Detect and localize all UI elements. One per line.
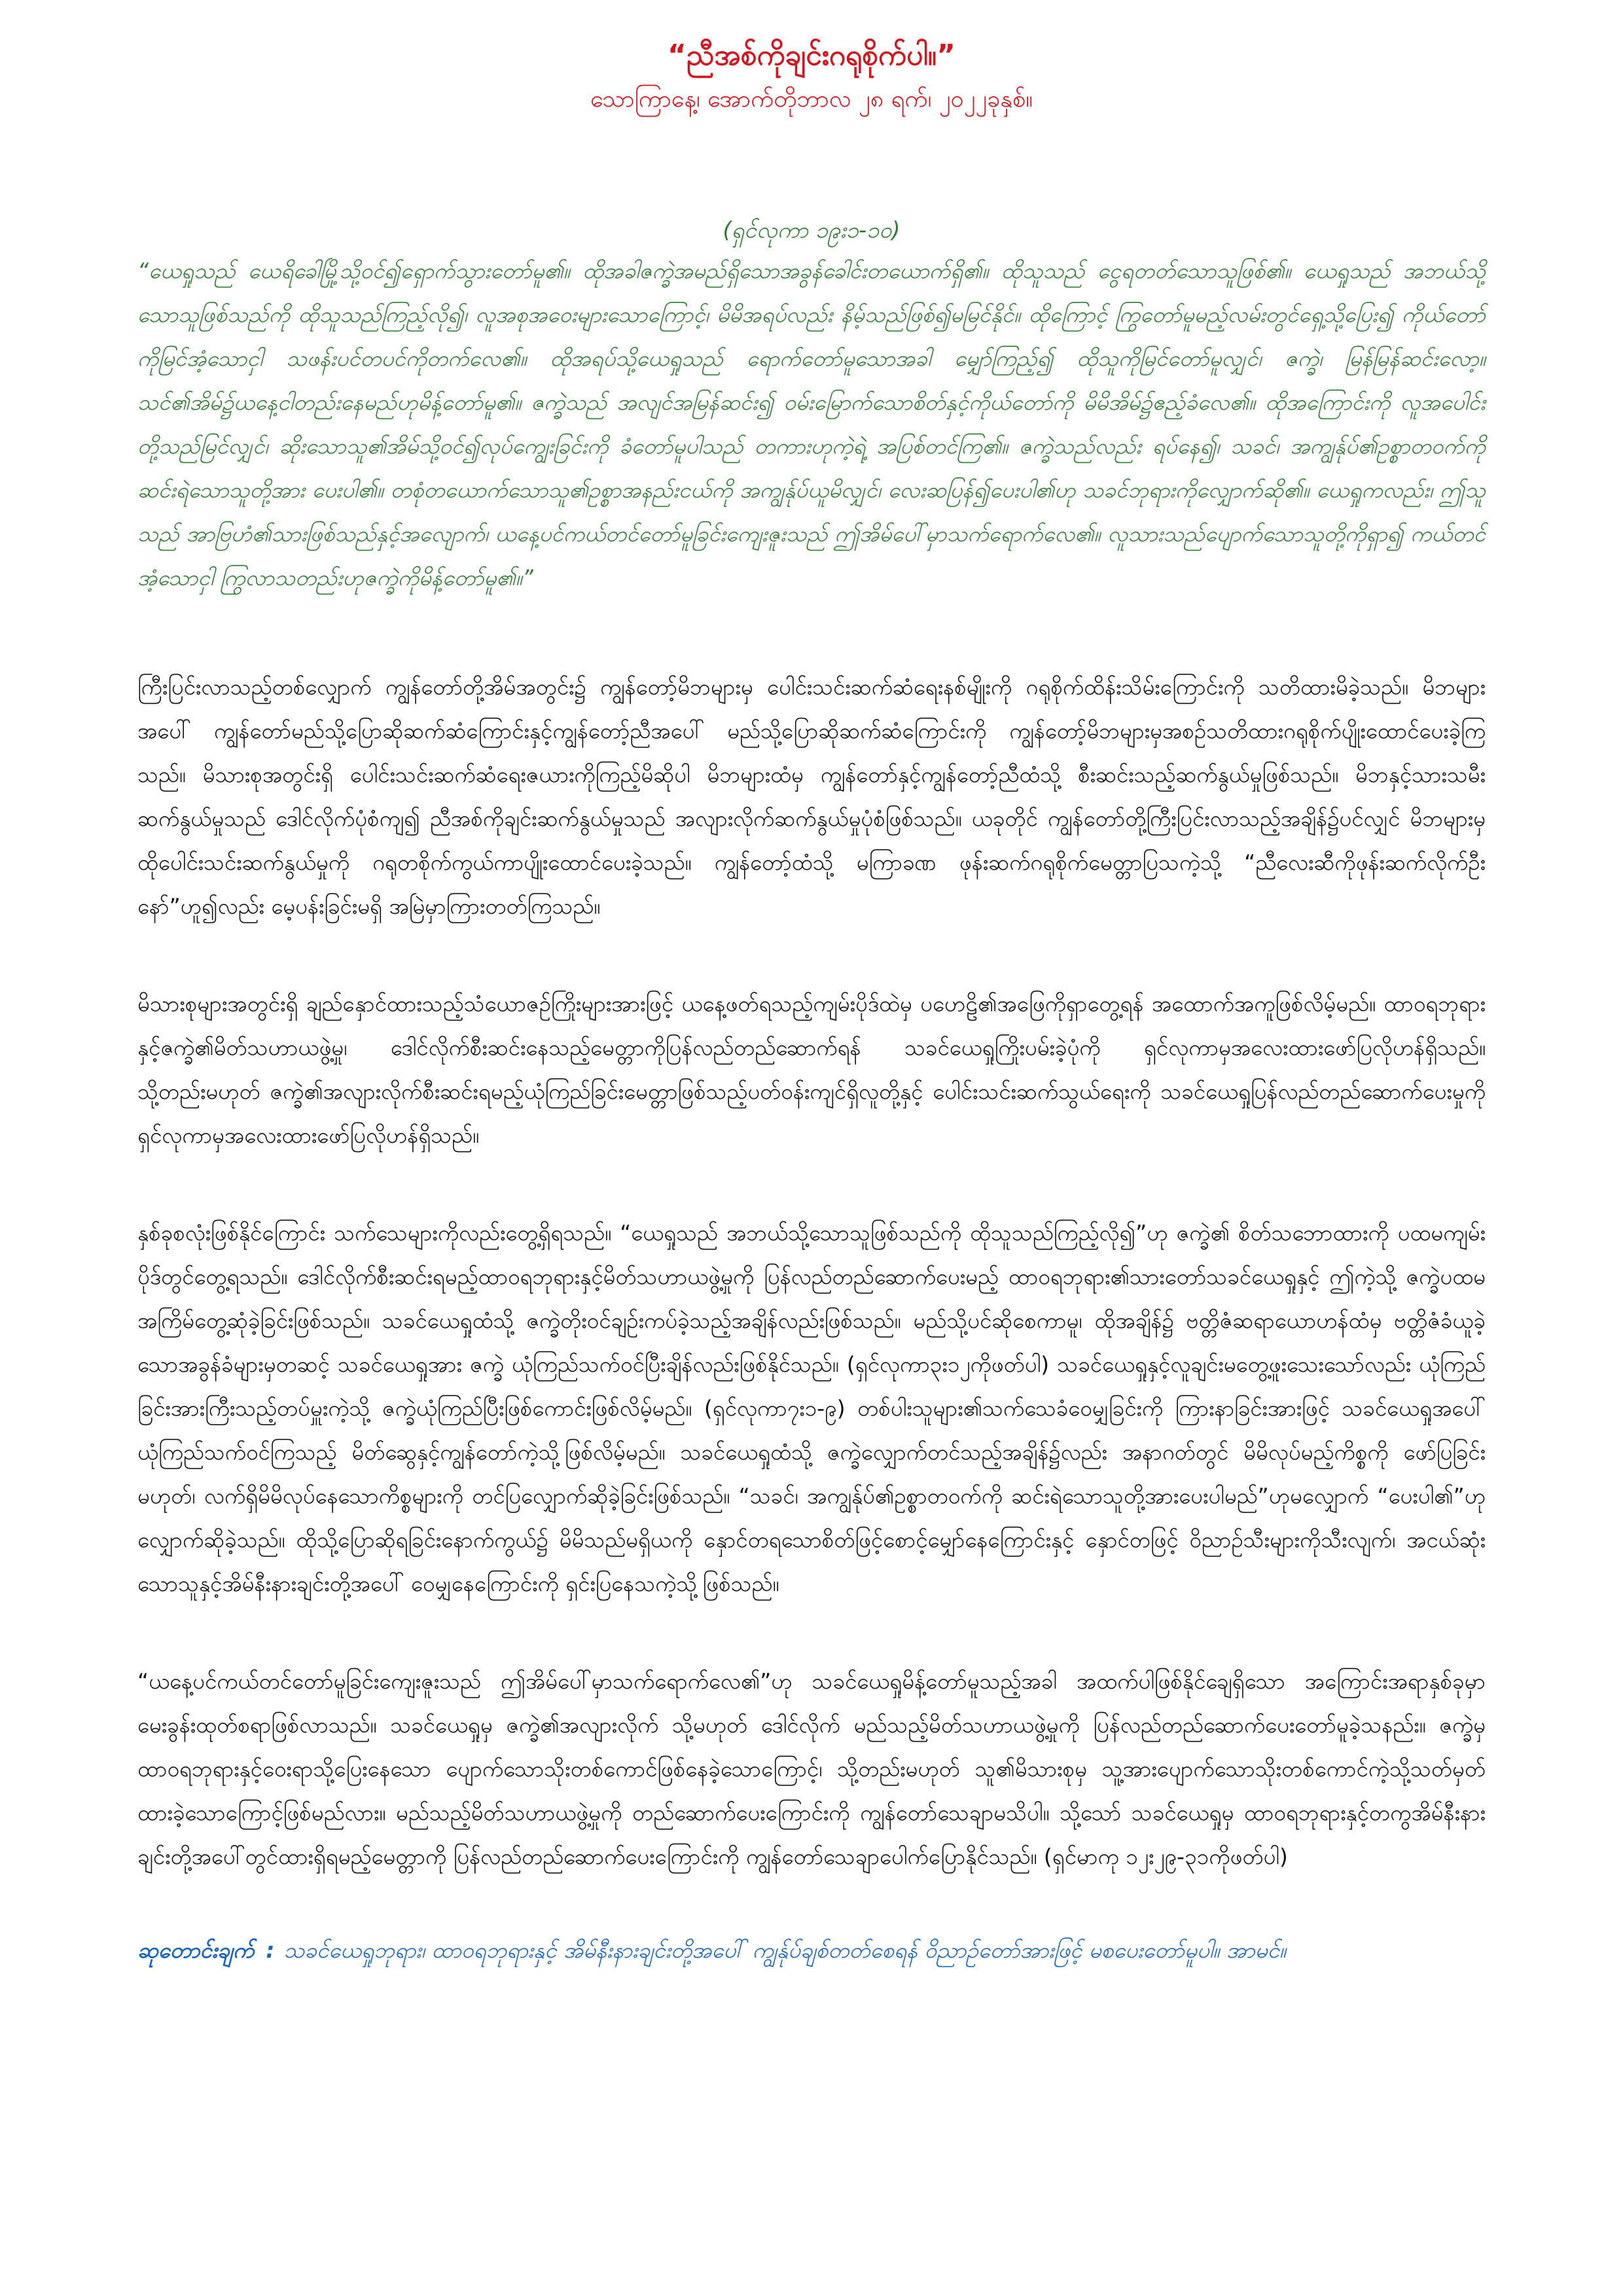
prayer-label: ဆုတောင်းချက် xyxy=(137,1937,255,1963)
page-title: “ညီအစ်ကိုချင်းဂရုစိုက်ပါ။” xyxy=(667,39,956,72)
page-date: သောကြာနေ့၊ အောက်တိုဘာလ ၂၈ ရက်၊ ၂၀၂၂ခုနှစ်။ xyxy=(590,86,1033,113)
body-paragraph-2: မိသားစုများအတွင်းရှိ ချည်နှောင်ထားသည့်သံယောဇဉ်ကြိုးများအားဖြင့် ယနေ့ဖတ်ရသည့်ကျမ်းပိုဒ်ထဲမှ ပဟေဠိ၏အဖြေကိုရှာတွေ့ရန် အထောက်အကူဖြစ်လိမ့်မည်။ ထာဝရဘုရားနှင့်ဇက္ခဲ၏မိတ်သဟာယဖွဲ့မှု၊ ဒေါင်လိုက်စီးဆင်းနေသည့်မေတ္တာကိုပြန်လည်တည်ဆောက်ရန် သခင်ယေရှုကြိုးပမ်းခဲ့ပုံကို ရှင်လုကာမှအလေးထားဖော်ပြလိုဟန်ရှိသည်။ သို့တည်းမဟုတ် ဇက္ခဲ၏အလျားလိုက်စီးဆင်းရမည့်ယုံကြည်ခြင်းမေတ္တာဖြစ်သည့်ပတ်ဝန်းကျင်ရှိလူတို့နှင့် ပေါင်းသင်းဆက်သွယ်ရေးကို သခင်ယေရှုပြန်လည်တည်ဆောက်ပေးမှုကို ရှင်လုကာမှအလေးထားဖော်ပြလိုဟန်ရှိသည်။ xyxy=(137,991,1486,1148)
body-paragraph-1: ကြီးပြင်းလာသည့်တစ်လျှောက် ကျွန်တော်တို့အိမ်အတွင်း၌ ကျွန်တော့်မိဘများမှ ပေါင်းသင်းဆက်ဆံရေးနစ်မျိုးကို ဂရုစိုက်ထိန်းသိမ်းကြောင်းကို သတိထားမိခဲ့သည်။ မိဘများအပေါ် ကျွန်တော်မည်သို့ပြောဆိုဆက်ဆံကြောင်းနှင့်ကျွန်တော့်ညီအပေါ် မည်သို့ပြောဆိုဆက်ဆံကြောင်းကို ကျွန်တော့်မိဘများမှအစဉ်သတိထားဂရုစိုက်ပျိုးထောင်ပေးခဲ့ကြသည်။ မိသားစုအတွင်းရှိ ပေါင်းသင်းဆက်ဆံရေးဇယားကိုကြည့်မိဆိုပါ မိဘများထံမှ ကျွန်တော်နှင့်ကျွန်တော့်ညီထံသို့ စီးဆင်းသည့်ဆက်နွယ်မှုဖြစ်သည်။ မိဘနှင့်သားသမီးဆက်နွယ်မှုသည် ဒေါင်လိုက်ပုံစံကျ၍ ညီအစ်ကိုချင်းဆက်နွယ်မှုသည် အလျားလိုက်ဆက်နွယ်မှုပုံစံဖြစ်သည်။ ယခုတိုင် ကျွန်တော်တို့ကြီးပြင်းလာသည့်အချိန်၌ပင်လျှင် မိဘများမှ ထိုပေါင်းသင်းဆက်နွယ်မှုကို ဂရုတစိုက်ကွယ်ကာပျိုးထောင်ပေးခဲ့သည်။ ကျွန်တော့်ထံသို့ မကြာခဏ ဖုန်းဆက်ဂရုစိုက်မေတ္တာပြသကဲ့သို့ “ညီလေးဆီကိုဖုန်းဆက်လိုက်ဦးနော်”ဟူ၍လည်း မေ့ပန်းခြင်းမရှိ အမြဲမှာကြားတတ်ကြသည်။ xyxy=(137,674,1486,919)
scripture-text: “ယေရှုသည် ယေရိခေါမြို့သို့ဝင်၍ရှောက်သွားတော်မူ၏။ ထိုအခါဇက္ခဲအမည်ရှိသောအခွန်ခေါင်းတယောက်ရှိ၏။ ထိုသူသည် ငွေရတတ်သောသူဖြစ်၏။ ယေရှုသည် အဘယ်သို့သောသူဖြစ်သည်ကို ထိုသူသည်ကြည့်လို၍၊ လူအစုအဝေးများသောကြောင့်၊ မိမိအရပ်လည်း နိမ့်သည်ဖြစ်၍မမြင်နိုင်။ ထိုကြောင့် ကြွတော်မူမည့်လမ်းတွင်ရှေ့သို့ပြေး၍ ကိုယ်တော်ကိုမြင်အံ့သောငှါ သဖန်းပင်တပင်ကိုတက်လေ၏။ ထိုအရပ်သို့ယေရှုသည် ရောက်တော်မူသောအခါ မျှော်ကြည့်၍ ထိုသူကိုမြင်တော်မူလျှင်၊ ဇက္ခဲ၊ မြန်မြန်ဆင်းလော့။ သင်၏အိမ်၌ယနေ့ငါတည်းနေမည်ဟုမိန့်တော်မူ၏။ ဇက္ခဲသည် အလျင်အမြန်ဆင်း၍ ဝမ်းမြောက်သောစိတ်နှင့်ကိုယ်တော်ကို မိမိအိမ်၌ဧည့်ခံလေ၏။ ထိုအကြောင်းကို လူအပေါင်းတို့သည်မြင်လျှင်၊ ဆိုးသောသူ၏အိမ်သို့ဝင်၍လုပ်ကျွေးခြင်းကို ခံတော်မူပါသည် တကားဟုကဲ့ရဲ့ အပြစ်တင်ကြ၏။ ဇက္ခဲသည်လည်း ရပ်နေ၍၊ သခင်၊ အကျွန်ုပ်၏ဥစ္စာတဝက်ကိုဆင်းရဲသောသူတို့အား ပေးပါ၏။ တစုံတယောက်သောသူ၏ဥစ္စာအနည်းငယ်ကို အကျွန်ုပ်ယူမိလျှင်၊ လေးဆပြန်၍ပေးပါ၏ဟု သခင်ဘုရားကိုလျှောက်ဆို၏။ ယေရှုကလည်း၊ ဤသူသည် အာဗြဟံ၏သားဖြစ်သည်နှင့်အလျောက်၊ ယနေ့ပင်ကယ်တင်တော်မူခြင်းကျေးဇူးသည် ဤအိမ်ပေါ်မှာသက်ရောက်လေ၏။ လူသားသည်ပျောက်သောသူတို့ကိုရှာ၍ ကယ်တင်အံ့သောငှါ ကြွလာသတည်းဟုဇက္ခဲကိုမိန့်တော်မူ၏။” xyxy=(137,258,1486,590)
header xyxy=(137,33,1486,120)
body-paragraph-4: “ယနေ့ပင်ကယ်တင်တော်မူခြင်းကျေးဇူးသည် ဤအိမ်ပေါ်မှာသက်ရောက်လေ၏”ဟု သခင်ယေရှုမိန့်တော်မူသည့်အခါ အထက်ပါဖြစ်နိုင်ချေရှိသော အကြောင်းအရာနှစ်ခုမှာ မေးခွန်းထုတ်စရာဖြစ်လာသည်။ သခင်ယေရှုမှ ဇက္ခဲ၏အလျားလိုက် သို့မဟုတ် ဒေါင်လိုက် မည်သည့်မိတ်သဟာယဖွဲ့မှုကို ပြန်လည်တည်ဆောက်ပေးတော်မူခဲ့သနည်း။ ဇက္ခဲမှ ထာဝရဘုရားနှင့်ဝေးရာသို့ပြေးနေသော ပျောက်သောသိုးတစ်ကောင်ဖြစ်နေခဲ့သောကြောင့်၊ သို့တည်းမဟုတ် သူ၏မိသားစုမှ သူ့အားပျောက်သောသိုးတစ်ကောင်ကဲ့သို့သတ်မှတ်ထားခဲ့သောကြောင့်ဖြစ်မည်လား။ မည်သည့်မိတ်သဟာယဖွဲ့မှုကို တည်ဆောက်ပေးကြောင်းကို ကျွန်တော်သေချာမသိပါ။ သို့သော် သခင်ယေရှုမှ ထာဝရဘုရားနှင့်တကွအိမ်နီးနား ချင်းတို့အပေါ်တွင်ထားရှိရမည့်မေတ္တာကို ပြန်လည်တည်ဆောက်ပေးကြောင်းကို ကျွန်တော်သေချာပေါက်ပြောနိုင်သည်။ (ရှင်မာကု ၁၂း၂၉-၃၁ကိုဖတ်ပါ) xyxy=(137,1668,1486,1869)
devotional-page xyxy=(137,26,1486,2278)
prayer-block xyxy=(137,1928,1486,1972)
scripture-reference: (ရှင်လုကာ ၁၉း၁-၁၀) xyxy=(722,217,901,243)
prayer-separator: : xyxy=(266,1937,275,1963)
prayer-text: သခင်ယေရှုဘုရား၊ ထာဝရဘုရားနှင့် အိမ်နီးနားချင်းတို့အပေါ် ကျွန်ုပ်ချစ်တတ်စေရန် ဝိညာဉ်တော်အားဖြင့် မစပေးတော်မူပါ။ အာမင်။ xyxy=(283,1937,1286,1963)
body-paragraph-3: နှစ်ခုစလုံးဖြစ်နိုင်ကြောင်း သက်သေများကိုလည်းတွေ့ရှိရသည်။ “ယေရှုသည် အဘယ်သို့သောသူဖြစ်သည်ကို ထိုသူသည်ကြည့်လို၍”ဟု ဇက္ခဲ၏ စိတ်သဘောထားကို ပထမကျမ်းပိုဒ်တွင်တွေ့ရသည်။ ဒေါင်လိုက်စီးဆင်းရမည့်ထာဝရဘုရားနှင့်မိတ်သဟာယဖွဲ့မှုကို ပြန်လည်တည်ဆောက်ပေးမည့် ထာဝရဘုရား၏သားတော်သခင်ယေရှုနှင့် ဤကဲ့သို့ ဇက္ခဲပထမအကြိမ်တွေ့ဆုံခဲ့ခြင်းဖြစ်သည်။ သခင်ယေရှုထံသို့ ဇက္ခဲတိုးဝင်ချဉ်းကပ်ခဲ့သည့်အချိန်လည်းဖြစ်သည်။ မည်သို့ပင်ဆိုစေကာမူ၊ ထိုအချိန်၌ ဗတ္တိဇံဆရာယောဟန်ထံမှ ဗတ္တိဇံခံယူခဲ့သောအခွန်ခံများမှတဆင့် သခင်ယေရှုအား ဇက္ခဲ ယုံကြည်သက်ဝင်ပြီးချိန်လည်းဖြစ်နိုင်သည်။ (ရှင်လုကာ၃း၁၂ကိုဖတ်ပါ) သခင်ယေရှုနှင့်လူချင်းမတွေ့ဖူးသေးသော်လည်း ယုံကြည်ခြင်းအားကြီးသည့်တပ်မှူးကဲ့သို့ ဇက္ခဲယုံကြည်ပြီးဖြစ်ကောင်းဖြစ်လိမ့်မည်။ (ရှင်လုကာ၇း၁-၉) တစ်ပါးသူများ၏သက်သေခံဝေမျှခြင်းကို ကြားနာခြင်းအားဖြင့် သခင်ယေရှုအပေါ်ယုံကြည်သက်ဝင်ကြသည့် မိတ်ဆွေနှင့်ကျွန်တော်ကဲ့သို့ဖြစ်လိမ့်မည်။ သခင်ယေရှုထံသို့ ဇက္ခဲလျှောက်တင်သည့်အချိန်၌လည်း အနာဂတ်တွင် မိမိလုပ်မည့်ကိစ္စကို ဖော်ပြခြင်းမဟုတ်၊ လက်ရှိမိမိလုပ်နေသောကိစ္စများကို တင်ပြလျှောက်ဆိုခဲ့ခြင်းဖြစ်သည်။ “သခင်၊ အကျွန်ုပ်၏ဥစ္စာတဝက်ကို ဆင်းရဲသောသူတို့အားပေးပါမည်”ဟုမလျှောက် “ပေးပါ၏”ဟုလျှောက်ဆိုခဲ့သည်။ ထိုသို့ပြောဆိုရခြင်းနောက်ကွယ်၌ မိမိသည်မရှိယကို နှောင်တရသောစိတ်ဖြင့်စောင့်မျှော်နေကြောင်းနှင့် နှောင်တဖြင့် ဝိညာဉ်သီးများကိုသီးလျက်၊ အငယ်ဆုံးသောသူနှင့်အိမ်နီးနားချင်းတို့အပေါ် ဝေမျှနေကြောင်းကို ရှင်းပြနေသကဲ့သို့ဖြစ်သည်။ xyxy=(137,1220,1486,1596)
